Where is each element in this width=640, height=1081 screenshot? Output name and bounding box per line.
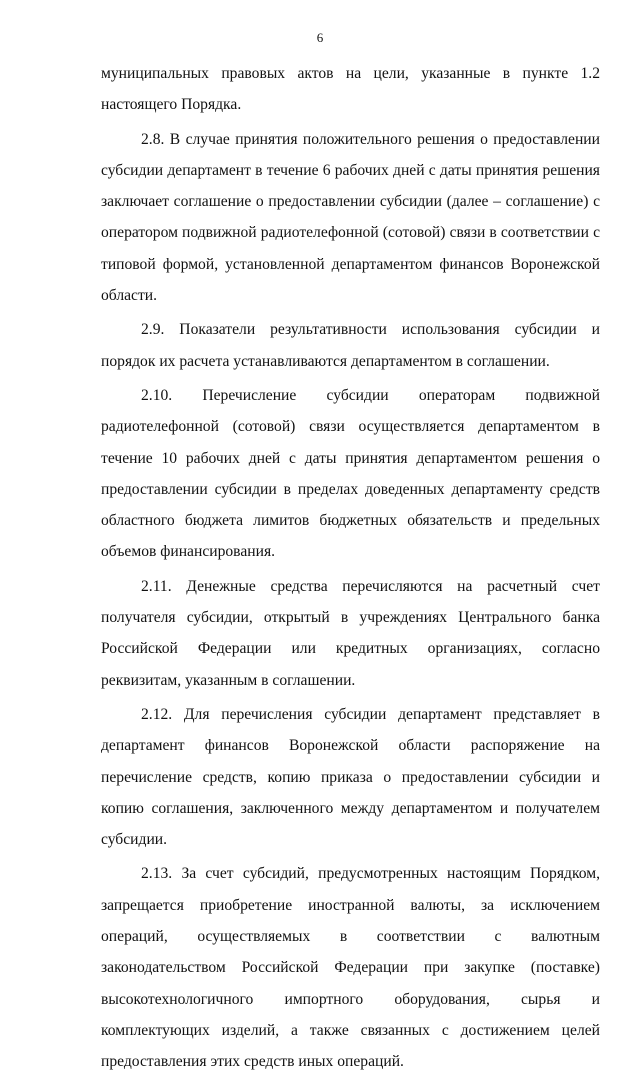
paragraph-2-9: 2.9. Показатели результативности использования субсидии и порядок их расчета устанавливаются департаментом в соглашении. bbox=[101, 321, 600, 370]
paragraph-2-11: 2.11. Денежные средства перечисляются на расчетный счет получателя субсидии, открытый в учреждениях Центрального банка Российской Федерации или кредитных организациях, согласно реквизитам, указанным в соглашении. bbox=[101, 577, 600, 689]
page-number: 6 bbox=[316, 30, 324, 45]
paragraph-2-8: 2.8. В случае принятия положительного решения о предоставлении субсидии департамент в течение 6 рабочих дней с даты принятия решения заключает соглашение о предоставлении субсидии (далее – соглашение) с оператором подвижной радиотелефонной (сотовой) связи в соответствии с типовой формой, установленной департаментом финансов Воронежской области. bbox=[101, 130, 600, 305]
paragraph-2-10: 2.10. Перечисление субсидии операторам подвижной радиотелефонной (сотовой) связи осуществляется департаментом в течение 10 рабочих дней с даты принятия департаментом решения о предоставлении субсидии в пределах доведенных департаменту средств областного бюджета лимитов бюджетных обязательств и предельных объемов финансирования. bbox=[101, 386, 600, 561]
document-body bbox=[101, 58, 600, 1081]
paragraph-2-12: 2.12. Для перечисления субсидии департамент представляет в департамент финансов Воронежской области распоряжение на перечисление средств, копию приказа о предоставлении субсидии и копию соглашения, заключенного между департаментом и получателем субсидии. bbox=[101, 705, 600, 849]
paragraph-continuation: муниципальных правовых актов на цели, указанные в пункте 1.2 настоящего Порядка. bbox=[101, 65, 600, 114]
paragraph-2-13: 2.13. За счет субсидий, предусмотренных настоящим Порядком, запрещается приобретение иностранной валюты, за исключением операций, осуществляемых в соответствии с валютным законодательством Российской Федерации при закупке (поставке) высокотехнологичного импортного оборудования, сырья и комплектующих изделий, а также связанных с достижением целей предоставления этих средств иных операций. bbox=[101, 865, 600, 1071]
